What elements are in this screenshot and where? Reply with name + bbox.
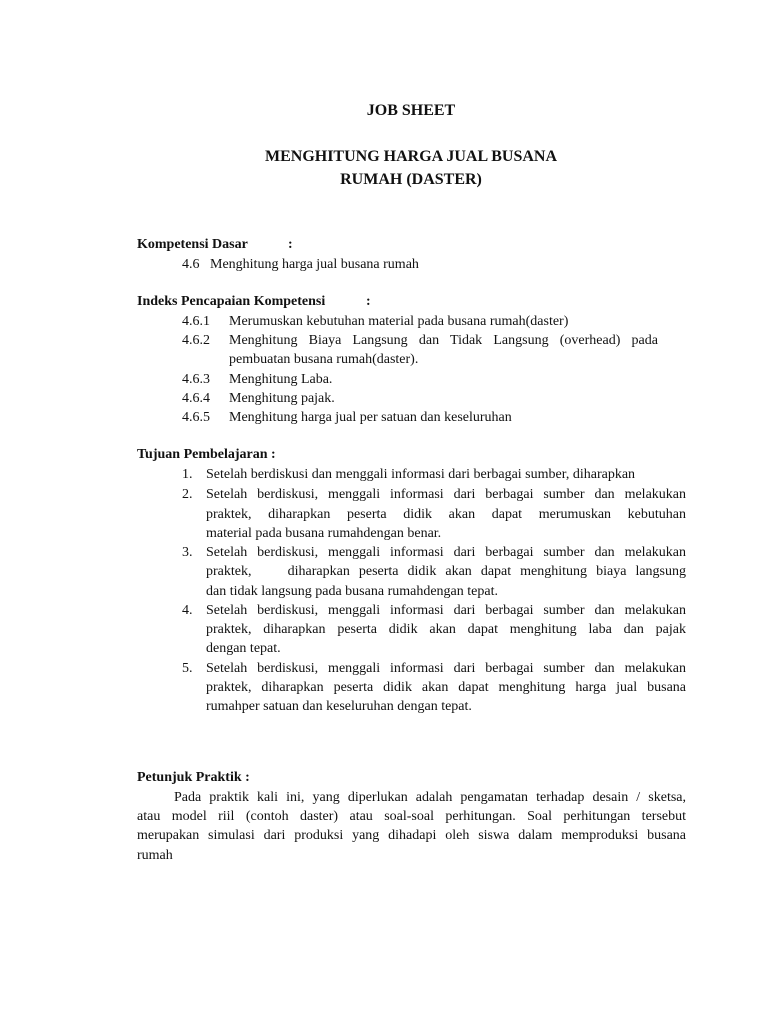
indeks-item-number: 4.6.5 xyxy=(182,410,210,425)
tujuan-item-text: Setelah berdiskusi, menggali informasi dari berbagai sumber dan melakukan xyxy=(206,603,686,618)
kompetensi-item-text: Menghitung harga jual busana rumah xyxy=(210,257,419,272)
tujuan-item-text: dan tidak langsung pada busana rumahdengan tepat. xyxy=(206,584,498,599)
kompetensi-item-number: 4.6 xyxy=(182,257,200,272)
kompetensi-heading-text: Kompetensi Dasar xyxy=(137,237,248,252)
tujuan-item-text: Setelah berdiskusi, menggali informasi dari berbagai sumber dan melakukan xyxy=(206,661,686,676)
tujuan-item-text: Setelah berdiskusi dan menggali informasi dari berbagai sumber, diharapkan xyxy=(206,467,636,482)
subtitle-line-1: MENGHITUNG HARGA JUAL BUSANA xyxy=(264,148,558,165)
tujuan-item-text: dengan tepat. xyxy=(206,641,281,656)
petunjuk-paragraph-line: atau model riil (contoh daster) atau soal-soal perhitungan. Soal perhitungan tersebut xyxy=(137,809,686,824)
tujuan-item-text: material pada busana rumahdengan benar. xyxy=(206,526,442,541)
indeks-colon: : xyxy=(366,294,371,309)
petunjuk-paragraph-line: merupakan simulasi dari produksi yang dihadapi oleh siswa dalam memproduksi busana xyxy=(137,828,686,843)
indeks-item-number: 4.6.4 xyxy=(182,391,210,406)
tujuan-item-number: 2. xyxy=(182,487,193,502)
indeks-item-text: Menghitung harga jual per satuan dan keseluruhan xyxy=(229,410,512,425)
tujuan-item-text: praktek, diharapkan peserta didik akan dapat merumuskan kebutuhan xyxy=(206,507,686,522)
indeks-item-text: Merumuskan kebutuhan material pada busana rumah(daster) xyxy=(229,314,569,329)
indeks-item-text: Menghitung Biaya Langsung dan Tidak Langsung (overhead) pada xyxy=(229,333,658,348)
indeks-heading-text: Indeks Pencapaian Kompetensi xyxy=(137,294,326,309)
indeks-item-number: 4.6.1 xyxy=(182,314,210,329)
tujuan-item-number: 4. xyxy=(182,603,193,618)
petunjuk-paragraph-line: rumah xyxy=(137,848,173,863)
tujuan-item-number: 3. xyxy=(182,545,193,560)
tujuan-item-text: Setelah berdiskusi, menggali informasi dari berbagai sumber dan melakukan xyxy=(206,545,686,560)
petunjuk-heading: Petunjuk Praktik : xyxy=(137,770,250,785)
indeks-heading xyxy=(137,294,371,310)
page-title: JOB SHEET xyxy=(366,102,456,119)
tujuan-item-text: rumahper satuan dan keseluruhan dengan tepat. xyxy=(206,699,472,714)
tujuan-item-text: Setelah berdiskusi, menggali informasi dari berbagai sumber dan melakukan xyxy=(206,487,686,502)
tujuan-item-text: praktek, diharapkan peserta didik akan dapat menghitung harga jual busana xyxy=(206,680,686,695)
tujuan-item-text: praktek, diharapkan peserta didik akan dapat menghitung biaya langsung xyxy=(206,564,686,579)
tujuan-heading: Tujuan Pembelajaran : xyxy=(137,447,276,462)
petunjuk-paragraph-line: Pada praktik kali ini, yang diperlukan adalah pengamatan terhadap desain / sketsa, xyxy=(174,790,686,805)
kompetensi-heading xyxy=(137,237,293,253)
indeks-item-text-continued: pembuatan busana rumah(daster). xyxy=(229,352,419,367)
indeks-item-text: Menghitung Laba. xyxy=(229,372,333,387)
tujuan-item-number: 5. xyxy=(182,661,193,676)
indeks-item-number: 4.6.2 xyxy=(182,333,210,348)
kompetensi-colon: : xyxy=(288,237,293,252)
indeks-item-text: Menghitung pajak. xyxy=(229,391,335,406)
indeks-item-number: 4.6.3 xyxy=(182,372,210,387)
subtitle-line-2: RUMAH (DASTER) xyxy=(340,171,482,188)
tujuan-item-number: 1. xyxy=(182,467,193,482)
tujuan-item-text: praktek, diharapkan peserta didik akan dapat menghitung laba dan pajak xyxy=(206,622,686,637)
